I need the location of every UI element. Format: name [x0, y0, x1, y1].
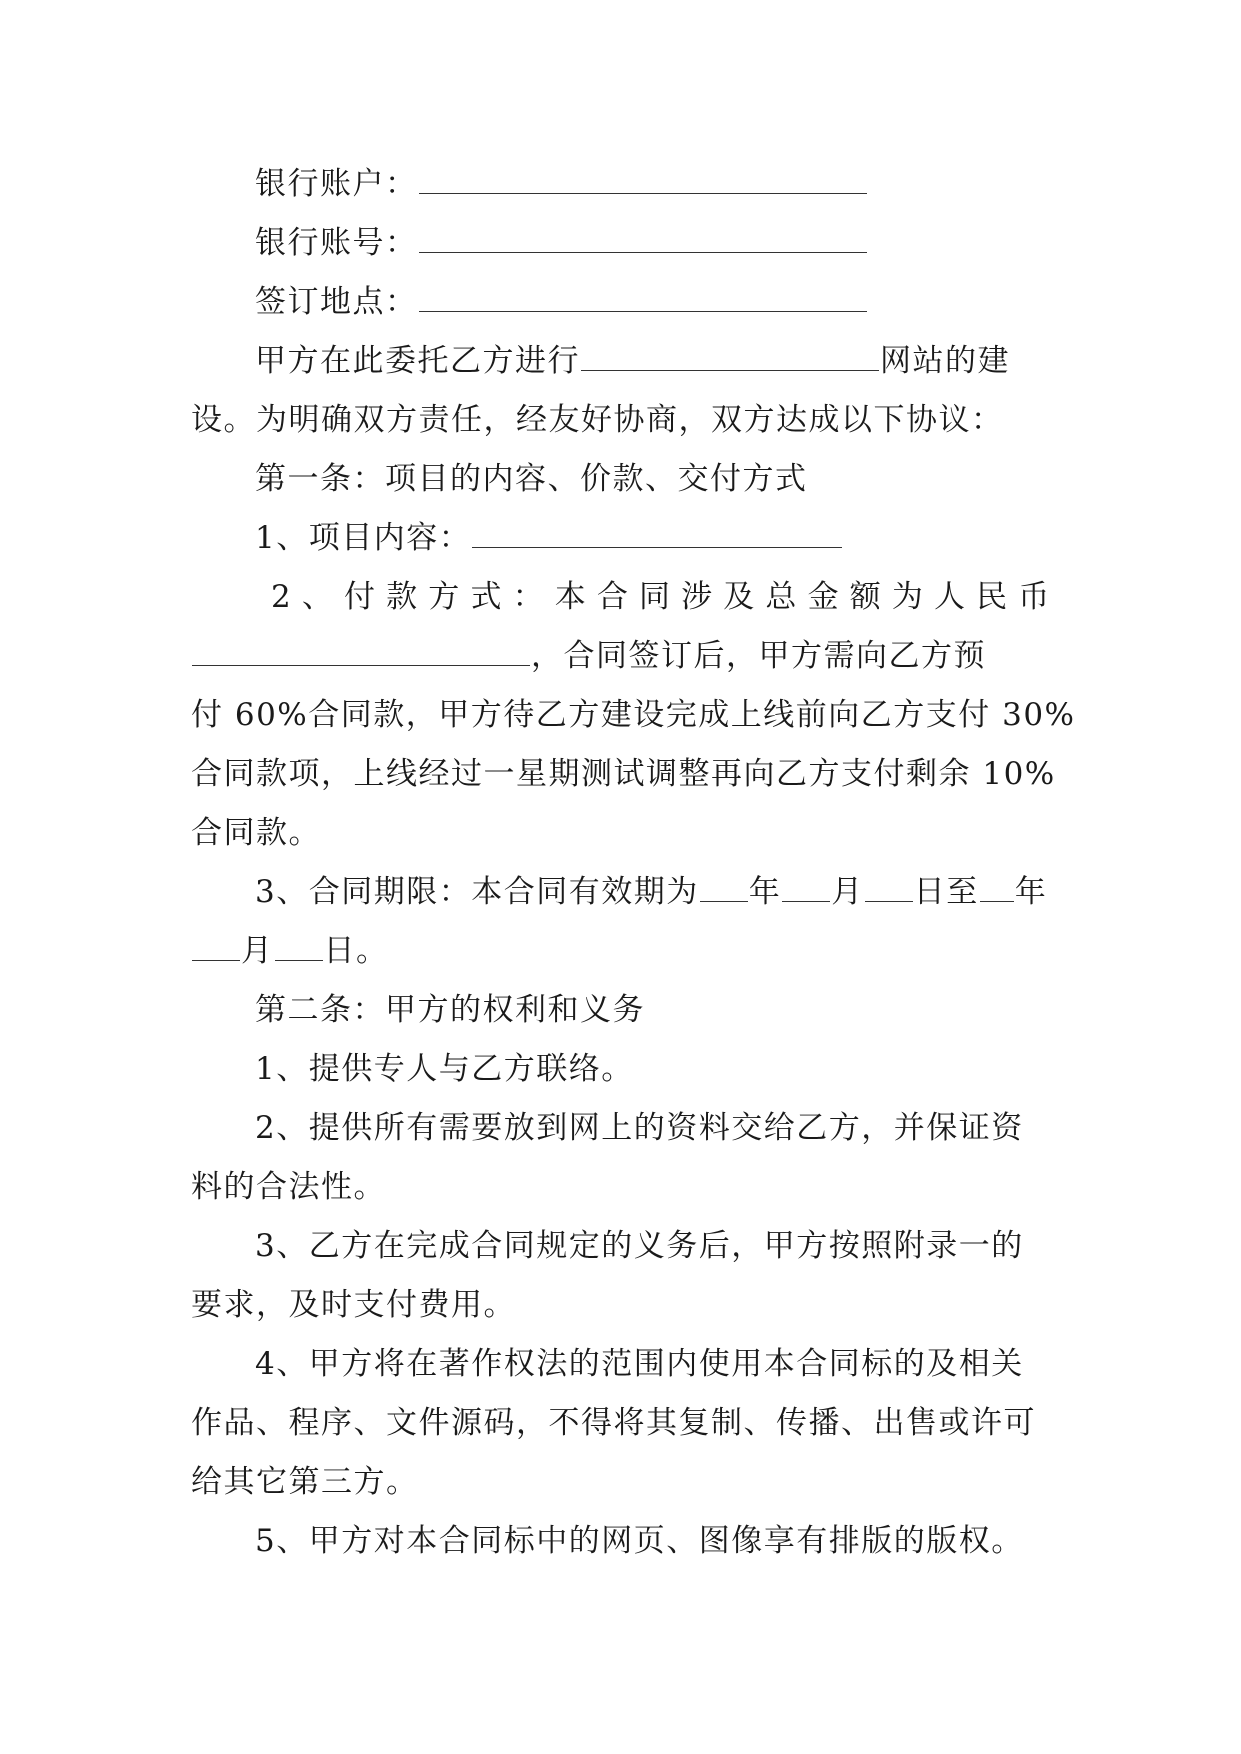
item-2-char: 方	[428, 579, 461, 615]
item-2-char: 及	[723, 579, 756, 615]
item-2-char: 款	[386, 579, 419, 615]
article-2-item-2-line-1: 2、提供所有需要放到网上的资料交给乙方，并保证资	[255, 1110, 1024, 1146]
document-page	[191, 155, 1076, 1571]
item-1-line	[191, 509, 1051, 568]
sign-place-line	[191, 273, 1051, 332]
item-2-char: 涉	[681, 579, 714, 615]
item-2-char: ：	[512, 579, 546, 615]
start-day-blank	[865, 877, 913, 902]
item-2-line-1	[191, 568, 1051, 627]
sign-place-label: 签订地点：	[255, 284, 418, 320]
entrust-text-b: 网站的建	[880, 343, 1010, 379]
end-month-blank	[192, 936, 240, 961]
item-3-text-a: 3、合同期限：本合同有效期为	[255, 874, 699, 910]
item-2-char: 金	[807, 579, 841, 615]
article-2-item-4-line-2: 作品、程序、文件源码，不得将其复制、传播、出售或许可	[191, 1405, 1036, 1441]
item-3-day-1: 日至	[913, 874, 979, 910]
article-1-heading: 第一条：项目的内容、价款、交付方式	[255, 461, 808, 497]
start-year-blank	[700, 877, 748, 902]
bank-account-label: 银行账户：	[255, 166, 418, 202]
item-3-line-2	[191, 922, 1051, 981]
sign-place-blank	[419, 287, 867, 312]
item-2-char: 2	[271, 579, 293, 615]
item-1-label: 1、项目内容：	[255, 520, 472, 556]
start-month-blank	[782, 877, 830, 902]
end-year-blank	[980, 877, 1014, 902]
item-2-char: 为	[891, 579, 925, 615]
item-2-char: 额	[849, 579, 883, 615]
item-3-year-2: 年	[1014, 874, 1048, 910]
item-2-text-b: ，合同签订后，甲方需向乙方预	[531, 638, 986, 674]
article-2-item-4-line-1: 4、甲方将在著作权法的范围内使用本合同标的及相关	[255, 1346, 1024, 1382]
article-2-item-2-line-2: 料的合法性。	[191, 1169, 386, 1205]
item-3-day-2: 日。	[323, 933, 389, 969]
item-3-month-1: 月	[831, 874, 864, 910]
bank-number-blank	[419, 228, 867, 253]
article-2-item-1: 1、提供专人与乙方联络。	[255, 1051, 634, 1087]
bank-account-line	[191, 155, 1051, 214]
item-3-month-2: 月	[241, 933, 274, 969]
item-2-line-2	[191, 627, 1051, 686]
entrust-line-2: 设。为明确双方责任，经友好协商，双方达成以下协议：	[191, 402, 1004, 438]
item-2-char: 人	[933, 579, 967, 615]
website-name-blank	[581, 346, 879, 371]
item-2-char: 合	[596, 579, 630, 615]
item-3-year-1: 年	[748, 874, 782, 910]
entrust-text-a: 甲方在此委托乙方进行	[255, 343, 580, 379]
bank-account-blank	[419, 169, 867, 194]
item-2-char: 付	[344, 579, 377, 615]
item-2-char: 总	[765, 579, 798, 615]
article-2-heading: 第二条：甲方的权利和义务	[255, 992, 645, 1028]
article-2-item-3-line-2: 要求，及时支付费用。	[191, 1287, 516, 1323]
project-content-blank	[472, 523, 842, 548]
bank-number-line	[191, 214, 1051, 273]
article-2-item-3-line-1: 3、乙方在完成合同规定的义务后，甲方按照附录一的	[255, 1228, 1024, 1264]
item-2-char: 同	[639, 579, 672, 615]
item-2-char: 、	[301, 579, 335, 615]
item-2-line-4: 合同款项，上线经过一星期测试调整再向乙方支付剩余 10%	[191, 756, 1056, 792]
article-2-item-5: 5、甲方对本合同标中的网页、图像享有排版的版权。	[255, 1523, 1024, 1559]
item-2-line-5: 合同款。	[191, 815, 321, 851]
item-3-line-1	[191, 863, 1051, 922]
total-amount-blank	[192, 641, 530, 666]
item-2-char: 民	[976, 579, 1009, 615]
item-2-line-3: 付 60%合同款，甲方待乙方建设完成上线前向乙方支付 30%	[191, 697, 1076, 733]
item-2-char: 本	[554, 579, 588, 615]
item-2-char: 式	[470, 579, 503, 615]
entrust-line-1	[191, 332, 1051, 391]
bank-number-label: 银行账号：	[255, 225, 418, 261]
end-day-blank	[275, 936, 323, 961]
article-2-item-4-line-3: 给其它第三方。	[191, 1464, 419, 1500]
item-2-char: 币	[1018, 579, 1051, 615]
